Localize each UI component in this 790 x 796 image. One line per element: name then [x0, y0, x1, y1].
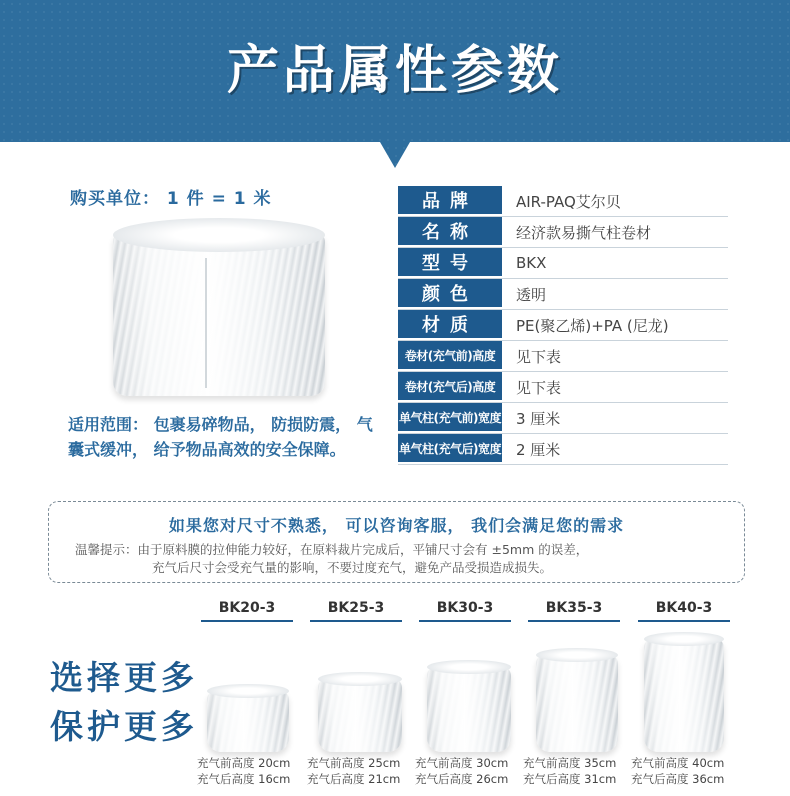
- caption-after: 充气后高度 21cm: [307, 772, 401, 786]
- notice-headline: 如果您对尺寸不熟悉， 可以咨询客服， 我们会满足您的需求: [168, 516, 625, 535]
- caption-after: 充气后高度 36cm: [631, 772, 725, 786]
- model-label: BK25-3: [327, 600, 385, 616]
- model-underline: [201, 620, 293, 622]
- spec-value: 透明: [516, 285, 547, 304]
- model-label: BK20-3: [218, 600, 276, 616]
- caption-after: 充气后高度 26cm: [415, 772, 509, 786]
- spec-table: [398, 186, 728, 465]
- notice-box: [48, 501, 745, 583]
- model-caption: [631, 755, 724, 787]
- caption-before: 充气前高度 30cm: [415, 756, 509, 770]
- spec-key: 品牌: [398, 186, 502, 216]
- model-label: BK30-3: [436, 600, 494, 616]
- spec-value: AIR-PAQ艾尔贝: [516, 192, 621, 211]
- caption-after: 充气后高度 16cm: [197, 772, 291, 786]
- page-title: 产品属性参数: [226, 41, 563, 101]
- slogan-line-1: 选择更多: [50, 658, 198, 697]
- roll-image-bk35: [536, 648, 618, 752]
- spec-key: 单气柱(充气后)宽度: [398, 434, 502, 464]
- spec-key: 卷材(充气前)高度: [398, 341, 502, 371]
- spec-value: 见下表: [516, 378, 562, 397]
- spec-key: 材质: [398, 310, 502, 340]
- spec-row-height-before: [398, 341, 728, 372]
- caption-before: 充气前高度 20cm: [197, 756, 291, 770]
- model-underline: [638, 620, 730, 622]
- spec-row-material: [398, 310, 728, 341]
- roll-image-bk25: [318, 672, 402, 752]
- roll-image-bk20: [207, 684, 289, 752]
- spec-key: 型号: [398, 248, 502, 278]
- model-label: BK40-3: [655, 600, 713, 616]
- model-label: BK35-3: [545, 600, 603, 616]
- spec-row-width-after: [398, 434, 728, 465]
- buy-unit-text: 购买单位： 1 件 = 1 米: [70, 189, 272, 209]
- spec-value: 见下表: [516, 347, 562, 366]
- roll-image-bk40: [644, 632, 724, 752]
- model-caption: [415, 755, 508, 787]
- spec-row-height-after: [398, 372, 728, 403]
- header-banner: [0, 0, 790, 172]
- notice-tip-line-2: 充气后尺寸会受充气量的影响，不要过度充气，避免产品受损造成损失。: [152, 560, 553, 575]
- spec-value: BKX: [516, 254, 547, 272]
- spec-row-model: [398, 248, 728, 279]
- spec-row-brand: [398, 186, 728, 217]
- spec-value: 3 厘米: [516, 409, 561, 428]
- caption-before: 充气前高度 25cm: [307, 756, 401, 770]
- slogan-line-2: 保护更多: [50, 707, 198, 746]
- caption-before: 充气前高度 40cm: [631, 756, 725, 770]
- spec-key: 颜色: [398, 279, 502, 309]
- notice-tip-line-1: 温馨提示：由于原料膜的拉伸能力较好，在原料裁片完成后，平铺尺寸会有 ±5mm 的误差，: [75, 542, 589, 557]
- roll-image-bk30: [427, 660, 511, 752]
- spec-key: 单气柱(充气前)宽度: [398, 403, 502, 433]
- spec-value: PE(聚乙烯)+PA (尼龙): [516, 316, 669, 335]
- spec-key: 名称: [398, 217, 502, 247]
- model-underline: [419, 620, 511, 622]
- usage-text: 适用范围： 包裹易碎物品， 防损防震， 气囊式缓冲， 给予物品高效的安全保障。: [68, 415, 373, 459]
- model-caption: [197, 755, 290, 787]
- caption-before: 充气前高度 35cm: [523, 756, 617, 770]
- spec-row-name: [398, 217, 728, 248]
- spec-key: 卷材(充气后)高度: [398, 372, 502, 402]
- spec-row-color: [398, 279, 728, 310]
- model-underline: [310, 620, 402, 622]
- model-underline: [528, 620, 620, 622]
- spec-value: 经济款易撕气柱卷材: [516, 223, 652, 242]
- spec-value: 2 厘米: [516, 440, 561, 459]
- model-caption: [307, 755, 400, 787]
- product-roll-image: [113, 218, 325, 398]
- spec-row-width-before: [398, 403, 728, 434]
- caption-after: 充气后高度 31cm: [523, 772, 617, 786]
- model-caption: [523, 755, 616, 787]
